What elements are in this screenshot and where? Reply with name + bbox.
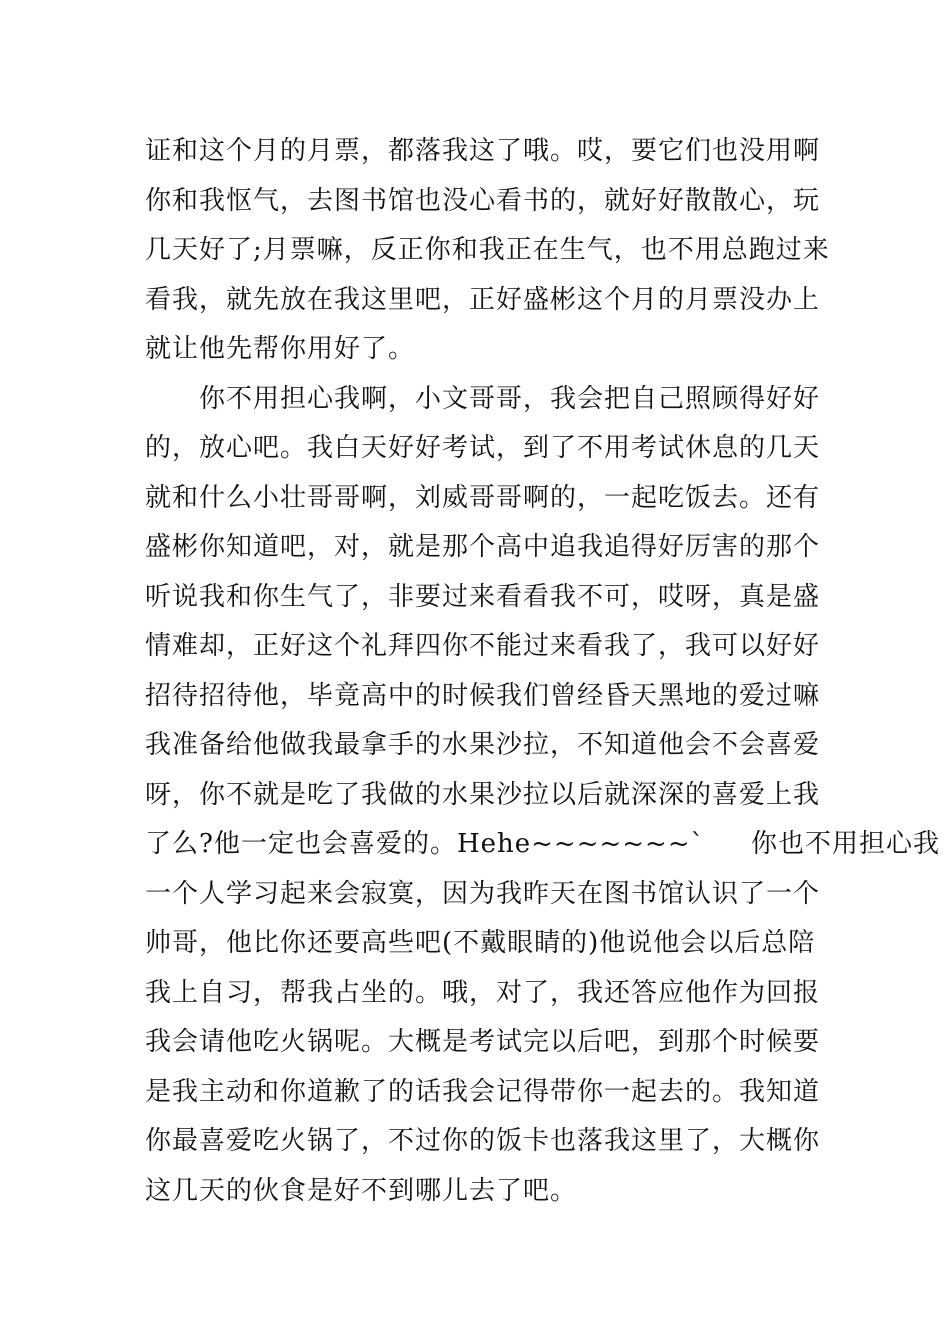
text-line: 情难却，正好这个礼拜四你不能过来看我了，我可以好好 [145,631,821,661]
text-line: 的，放心吧。我白天好好考试，到了不用考试休息的几天 [145,433,821,463]
text-line: 你和我怄气，去图书馆也没心看书的，就好好散散心，玩 [145,185,821,216]
text-line: 听说我和你生气了，非要过来看看我不可，哎呀，真是盛 [145,581,821,612]
text-line: 帅哥，他比你还要高些吧(不戴眼睛的)他说他会以后总陪 [145,928,816,958]
text-line: 就让他先帮你用好了。 [145,334,416,364]
text-line: 我上自习，帮我占坐的。哦，对了，我还答应他作为回报 [145,977,821,1008]
text-line: 我准备给他做我最拿手的水果沙拉，不知道他会不会喜爱 [145,730,821,760]
text-line: 看我，就先放在我这里吧，正好盛彬这个月的月票没办上 [145,284,821,315]
text-line: 证和这个月的月票，都落我这了哦。哎，要它们也没用啊 [145,136,821,166]
text-line: 你最喜爱吃火锅了，不过你的饭卡也落我这里了，大概你 [145,1126,821,1156]
text-line: 招待招待他，毕竟高中的时候我们曾经昏天黑地的爱过嘛 [145,680,821,711]
text-line: 就和什么小壮哥哥啊，刘威哥哥啊的，一起吃饭去。还有 [145,482,821,513]
text-line: 一个人学习起来会寂寞，因为我昨天在图书馆认识了一个 [145,878,821,909]
text-line: 这几天的伙食是好不到哪儿去了吧。 [145,1175,578,1206]
paragraph-first-line: 你不用担心我啊，小文哥哥，我会把自己照顾得好好 [199,383,821,414]
text-line: 我会请他吃火锅呢。大概是考试完以后吧，到那个时候要 [145,1027,821,1057]
text-line: 呀，你不就是吃了我做的水果沙拉以后就深深的喜爱上我 [145,779,821,810]
body-text [145,127,940,1216]
text-line: 几天好了;月票嘛，反正你和我正在生气，也不用总跑过来 [145,235,830,265]
text-line: 盛彬你知道吧，对，就是那个高中追我追得好厉害的那个 [145,532,821,562]
text-line: 了么?他一定也会喜爱的。Hehe~~~~~~~` 你也不用担心我 [145,829,940,859]
text-line: 是我主动和你道歉了的话我会记得带你一起去的。我知道 [145,1076,821,1107]
